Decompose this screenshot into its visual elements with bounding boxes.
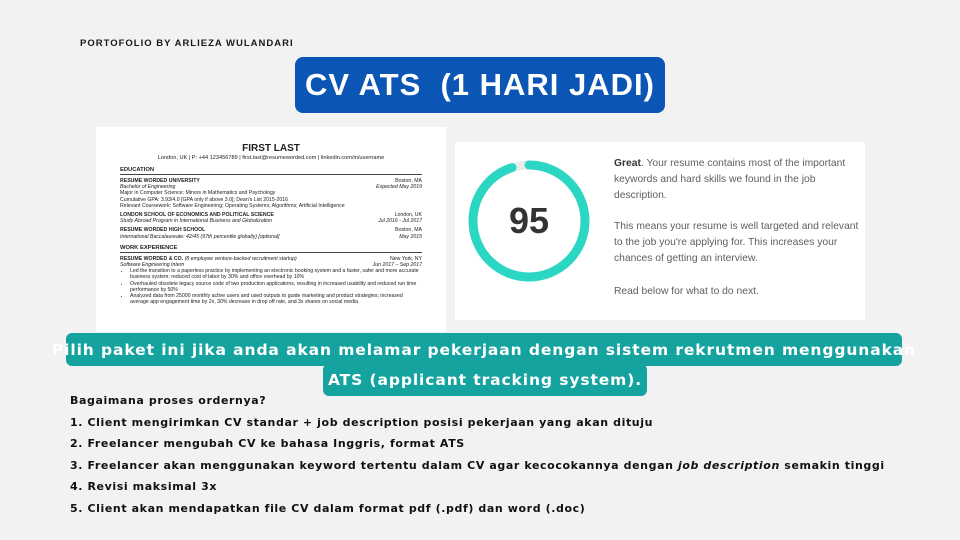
process-step-2: 2. Freelancer mengubah CV ke bahasa Inggris, format ATS (70, 437, 465, 450)
highlight-line-1: Pilih paket ini jika anda akan melamar pekerjaan dengan sistem rekrutmen menggunakan (66, 333, 902, 366)
resume-education-heading: EDUCATION (120, 166, 422, 175)
process-step-3 (70, 455, 885, 477)
resume-line: Major in Computer Science; Minors in Mathematics and Psychology (120, 190, 276, 197)
resume-bullets (120, 268, 422, 305)
resume-date: Jul 2016 - Jul 2017 (378, 218, 422, 225)
resume-date: Expected May 2019 (376, 184, 422, 191)
resume-detail: International Baccalaureate: 42/45 (97th percentile globally) [optional] (120, 233, 280, 240)
portfolio-byline: PORTOFOLIO BY ARLIEZA WULANDARI (80, 38, 294, 49)
resume-edu-row (120, 234, 422, 240)
resume-school: RESUME WORDED HIGH SCHOOL (120, 227, 206, 234)
resume-bullet: • Overhauled obsolete legacy source code of two production applications, resulting in increased usability and reduced run time performance by 50% (130, 281, 422, 293)
process-step-3-text: 3. Freelancer akan menggunakan keyword tertentu dalam CV agar kecocokannya dengan (70, 458, 678, 472)
process-step-3-italic: job description (677, 458, 780, 472)
process-step-5: 5. Client akan mendapatkan file CV dalam format pdf (.pdf) dan word (.doc) (70, 501, 586, 515)
resume-bullet: • Analyzed data from 25000 monthly active users and used outputs to guide marketing and product strategies; increased average app engagement time by 2x, 30% decrease in drop off rate, and 3x shares on social media (130, 293, 422, 305)
ats-score-card (455, 142, 865, 320)
resume-line: Relevant Coursework: Software Engineering; Operating Systems; Algorithms; Artificial Intelligence (120, 202, 345, 209)
resume-location: Boston, MA (395, 227, 422, 234)
resume-location: New York, NY (389, 255, 422, 262)
score-great: Great (614, 158, 641, 169)
resume-name: FIRST LAST (242, 143, 300, 154)
resume-line: Cumulative GPA: 3.93/4.0 [GPA only if above 3.0]; Dean's List 2015-2016 (120, 196, 289, 203)
resume-date: Jun 2017 – Sep 2017 (372, 262, 422, 269)
resume-location: Boston, MA (395, 178, 422, 184)
resume-company-note: (8 employee venture-backed recruitment startup) (184, 255, 297, 262)
resume-bullet: • Led the transition to a paperless practice by implementing an electronic booking system and a faster, safer and more accurate business system; reduced cost of labor by 30% and office overhead by 10% (130, 268, 422, 280)
process-step-4: 4. Revisi maksimal 3x (70, 480, 218, 493)
resume-contact: London, UK | P: +44 123456789 | first.last@resumeworded.com | linkedin.com/in/username (157, 155, 385, 161)
score-feedback (614, 156, 859, 204)
order-process (70, 390, 885, 519)
resume-program: Study Abroad Program in International Business and Globalization (120, 218, 273, 225)
process-question: Bagaimana proses ordernya? (70, 394, 267, 407)
resume-date: May 2015 (399, 233, 422, 240)
score-value: 95 (508, 200, 550, 241)
process-step-3-end: semakin tinggi (779, 458, 885, 472)
resume-school: RESUME WORDED UNIVERSITY (120, 178, 200, 184)
process-step-1: 1. Client mengirimkan CV standar + job description posisi pekerjaan yang akan dituju (70, 415, 654, 429)
highlight-line-2: ATS (applicant tracking system). (323, 364, 647, 396)
score-feedback-text: . Your resume contains most of the important keywords and hard skills we found in the job description. (614, 158, 846, 201)
resume-sample-image (96, 127, 446, 332)
page-title: CV ATS (1 HARI JADI) (295, 57, 665, 113)
resume-degree: Bachelor of Engineering (120, 184, 176, 191)
resume-work-heading: WORK EXPERIENCE (120, 244, 422, 253)
score-next-step: Read below for what to do next. (614, 286, 759, 297)
resume-company: RESUME WORDED & CO. (120, 255, 184, 262)
score-explanation: This means your resume is well targeted and relevant to the job you're applying for. This increases your chances of getting an interview. (614, 221, 859, 264)
resume-role: Software Engineering Intern (120, 262, 185, 269)
resume-school: LONDON SCHOOL OF ECONOMICS AND POLITICAL SCIENCE (120, 212, 274, 219)
resume-location: London, UK (394, 212, 422, 219)
